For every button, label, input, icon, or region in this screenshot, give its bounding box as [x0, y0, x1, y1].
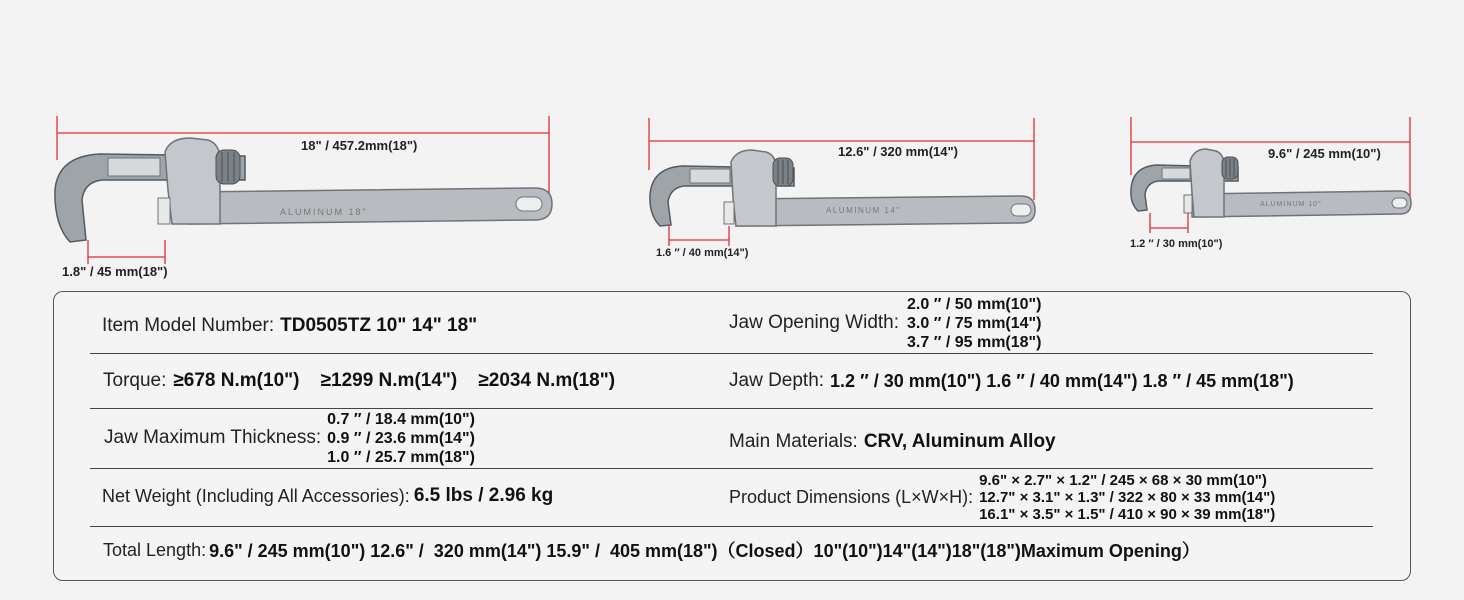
spec-label: Jaw Opening Width: — [729, 312, 900, 333]
wrench-18-jaw-label: 1.8" / 45 mm(18") — [62, 264, 168, 279]
spec-label: Jaw Depth: — [729, 370, 825, 391]
spec-value-line: 2.0 ″ / 50 mm(10") — [907, 295, 1042, 313]
spec-item-model — [102, 312, 477, 340]
spec-jaw-depth — [729, 367, 1294, 395]
spec-value: ≥678 N.m(10") ≥1299 N.m(14") ≥2034 N.m(18") — [173, 370, 616, 391]
spec-value-list — [327, 410, 475, 467]
spec-value: TD0505TZ 10" 14" 18" — [280, 315, 478, 336]
wrench-handle — [188, 188, 552, 224]
spec-label: Item Model Number: — [102, 315, 275, 336]
spec-label: Torque: — [103, 370, 167, 391]
spec-value-line: 16.1" × 3.5" × 1.5" / 410 × 90 × 39 mm(18") — [979, 505, 1276, 523]
wrench-14-jaw-label: 1.6 ″ / 40 mm(14") — [656, 247, 749, 259]
wrench-engraving: ALUMINUM 10" — [1260, 201, 1322, 208]
spec-value-list — [979, 472, 1275, 523]
wrench-engraving: ALUMINUM 18" — [280, 207, 368, 217]
spec-value-line: 12.7" × 3.1" × 1.3" / 322 × 80 × 33 mm(14") — [979, 488, 1276, 506]
wrench-18-illustration — [40, 100, 580, 290]
spec-label: Total Length: — [103, 539, 207, 560]
jaw-dimension-line — [1150, 213, 1188, 233]
row-divider — [90, 468, 1373, 469]
spec-dimensions — [729, 470, 1275, 524]
spec-torque — [103, 367, 615, 395]
spec-value-line: 1.0 ″ / 25.7 mm(18") — [327, 448, 475, 466]
wrench-head — [731, 150, 776, 226]
spec-value: 6.5 lbs / 2.96 kg — [413, 485, 554, 506]
specifications-table — [53, 291, 1411, 581]
wrench-10-length-label: 9.6" / 245 mm(10") — [1268, 146, 1381, 161]
spec-value: 1.2 ″ / 30 mm(10") 1.6 ″ / 40 mm(14") 1.8 ″ / 45 mm(18") — [830, 370, 1294, 391]
row-divider — [90, 526, 1373, 527]
spec-jaw-opening — [729, 294, 1041, 352]
spec-materials — [729, 428, 1056, 456]
spec-label: Jaw Maximum Thickness: — [104, 427, 322, 448]
wrench-14-illustration — [636, 100, 1056, 260]
spec-label: Net Weight (Including All Accessories): — [102, 485, 410, 506]
length-dimension-line — [649, 118, 1034, 200]
spec-value-line: 3.0 ″ / 75 mm(14") — [907, 314, 1042, 332]
spec-jaw-thickness — [104, 410, 475, 466]
spec-label: Product Dimensions (L×W×H): — [729, 486, 974, 507]
spec-net-weight — [102, 482, 553, 510]
spec-value-line: 3.7 ″ / 95 mm(18") — [907, 333, 1042, 351]
spec-value: CRV, Aluminum Alloy — [863, 431, 1056, 452]
wrench-engraving: ALUMINUM 14" — [826, 206, 901, 215]
spec-value-line: 9.6" × 2.7" × 1.2" / 245 × 68 × 30 mm(10") — [979, 471, 1267, 489]
wrench-14-length-label: 12.6" / 320 mm(14") — [838, 144, 959, 159]
spec-total-length — [103, 536, 1200, 564]
row-divider — [90, 408, 1373, 409]
jaw-dimension-line — [88, 240, 165, 264]
wrench-18-length-label: 18" / 457.2mm(18") — [301, 138, 418, 153]
row-divider — [90, 353, 1373, 354]
wrench-head — [165, 138, 220, 224]
spec-value-line: 0.9 ″ / 23.6 mm(14") — [327, 429, 475, 447]
spec-label: Main Materials: — [729, 431, 858, 452]
wrench-10-illustration — [1120, 105, 1430, 245]
spec-value-line: 0.7 ″ / 18.4 mm(10") — [327, 410, 475, 428]
spec-value-list — [907, 295, 1041, 352]
jaw-dimension-line — [669, 226, 729, 246]
wrench-head — [1190, 149, 1224, 217]
spec-value: 9.6" / 245 mm(10") 12.6" / 320 mm(14") 15.9" / 405 mm(18")（Closed）10"(10")14"(14")18"(18")Maximum Opening） — [209, 541, 1200, 561]
wrench-10-jaw-label: 1.2 ″ / 30 mm(10") — [1130, 238, 1223, 250]
